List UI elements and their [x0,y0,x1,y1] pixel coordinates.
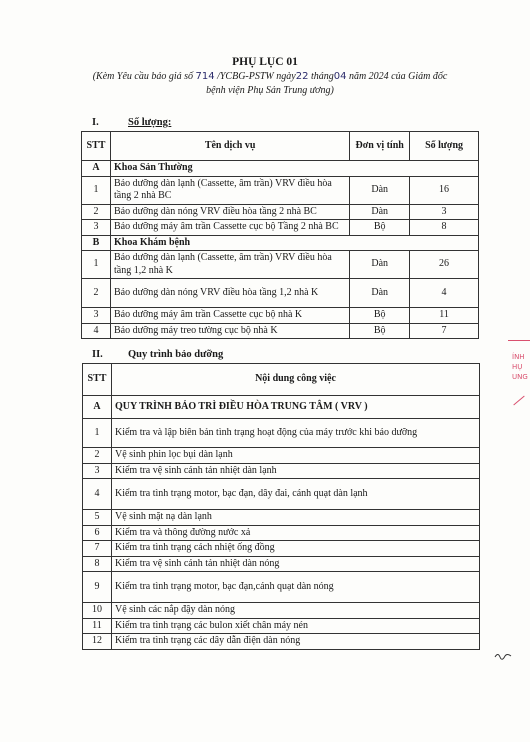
appendix-title: PHỤ LỤC 01 [232,56,298,68]
table-row [82,204,479,220]
row-content: Vệ sinh mặt nạ dàn lạnh [111,510,479,526]
group-stt: A [83,396,112,419]
row-unit: Bộ [350,323,410,339]
row-stt: 3 [82,308,111,324]
row-content: Kiểm tra tình trạng motor, bạc đạn, dây đai, cánh quạt dàn lạnh [111,479,479,510]
table-row [82,220,479,236]
group-name: Khoa Sản Thường [110,161,478,177]
col-service: Tên dịch vụ [110,132,349,161]
row-unit: Bộ [350,220,410,236]
row-qty: 11 [410,308,479,324]
table-row [82,279,479,308]
section-1-title: Số lượng: [128,117,172,128]
group-row-b [82,235,479,251]
row-content: Vệ sinh phin lọc bụi dàn lạnh [111,448,479,464]
table-row [83,618,480,634]
quote-number-handwritten: 714 [195,71,215,82]
stamp-mark [513,396,524,406]
month-handwritten: 04 [333,71,347,82]
row-stt: 4 [82,323,111,339]
row-stt: 1 [82,251,111,279]
row-stt: 6 [83,525,112,541]
table-row [83,419,480,448]
stamp-text: HỤ [512,363,523,371]
row-stt: 1 [83,419,112,448]
row-stt: 10 [83,603,112,619]
table-row [83,634,480,650]
row-stt: 8 [83,556,112,572]
row-content: Kiểm tra tình trạng motor, bạc đạn,cánh quạt dàn nóng [111,572,479,603]
table-header-row [83,364,480,396]
row-qty: 8 [410,220,479,236]
stamp-text: ÍNH [512,353,525,361]
row-content: Kiểm tra tình trạng các bulon xiết chân máy nén [111,618,479,634]
row-stt: 9 [83,572,112,603]
row-stt: 1 [82,176,111,204]
group-row-a [82,161,479,177]
row-qty: 7 [410,323,479,339]
section-2-heading [92,349,223,360]
appendix-subtitle [60,70,480,98]
row-content: Kiểm tra vệ sinh cánh tản nhiệt dàn lạnh [111,463,479,479]
table-row [82,251,479,279]
row-unit: Bộ [350,308,410,324]
row-stt: 2 [82,204,111,220]
subtitle-part-d: năm 2024 của Giám đốc [348,71,448,82]
row-stt: 4 [83,479,112,510]
group-stt: B [82,235,111,251]
quantity-table [81,131,479,339]
row-stt: 3 [82,220,111,236]
row-service: Bảo dưỡng dàn nóng VRV điều hòa tầng 2 nhà BC [110,204,349,220]
row-unit: Dàn [350,251,410,279]
initials-signature [494,651,512,661]
group-row-a [83,396,480,419]
section-1-heading [92,117,171,128]
row-stt: 5 [83,510,112,526]
col-stt: STT [83,364,112,396]
group-stt: A [82,161,111,177]
row-stt: 11 [83,618,112,634]
row-service: Bảo dưỡng dàn nóng VRV điều hòa tầng 1,2 nhà K [110,279,349,308]
section-2-number: II. [92,349,103,360]
row-qty: 26 [410,251,479,279]
row-stt: 12 [83,634,112,650]
row-service: Bảo dưỡng dàn lạnh (Cassette, âm trần) VRV điều hòa tầng 2 nhà BC [110,176,349,204]
table-row [83,463,480,479]
row-content: Kiểm tra và thông đường nước xả [111,525,479,541]
row-content: Kiểm tra vệ sinh cánh tản nhiệt dàn nóng [111,556,479,572]
row-unit: Dàn [350,279,410,308]
maintenance-procedure-table [82,363,480,650]
margin-stamp [512,352,528,382]
col-unit: Đơn vị tính [350,132,410,161]
stamp-text: UNG [512,373,528,381]
stamp-mark [508,340,530,341]
table-row [83,572,480,603]
row-qty: 16 [410,176,479,204]
row-stt: 3 [83,463,112,479]
row-content: Vệ sinh các nắp đậy dàn nóng [111,603,479,619]
row-stt: 7 [83,541,112,557]
group-name: Khoa Khám bệnh [110,235,478,251]
row-service: Bảo dưỡng máy treo tường cục bộ nhà K [110,323,349,339]
subtitle-part-a: (Kèm Yêu cầu báo giá số [92,71,193,82]
subtitle-part-b: /YCBG-PSTW ngày [217,71,296,82]
section-1-number: I. [92,117,99,128]
table-row [82,308,479,324]
table-header-row [82,132,479,161]
row-content: Kiểm tra và lập biên bản tình trạng hoạt động của máy trước khi bảo dưỡng [111,419,479,448]
table-row [82,176,479,204]
row-qty: 3 [410,204,479,220]
col-qty: Số lượng [410,132,479,161]
table-row [83,479,480,510]
row-service: Bảo dưỡng máy âm trần Cassette cục bộ nhà K [110,308,349,324]
col-stt: STT [82,132,111,161]
table-row [83,556,480,572]
subtitle-part-c: tháng [310,71,334,82]
row-content: Kiểm tra tình trạng các dây dẫn điện dàn nóng [111,634,479,650]
col-content: Nội dung công việc [111,364,479,396]
table-row [83,510,480,526]
row-stt: 2 [83,448,112,464]
table-row [83,541,480,557]
row-service: Bảo dưỡng dàn lạnh (Cassette, âm trần) VRV điều hòa tầng 1,2 nhà K [110,251,349,279]
row-service: Bảo dưỡng máy âm trần Cassette cục bộ Tầng 2 nhà BC [110,220,349,236]
table-row [82,323,479,339]
table-row [83,603,480,619]
day-handwritten: 22 [295,71,309,82]
table-row [83,525,480,541]
row-content: Kiểm tra tình trạng cách nhiệt ống đồng [111,541,479,557]
table-row [83,448,480,464]
section-2-title: Quy trình bảo dưỡng [128,349,224,360]
subtitle-line2: bệnh viện Phụ Sản Trung ương) [206,85,334,96]
row-qty: 4 [410,279,479,308]
row-unit: Dàn [350,204,410,220]
group-name: QUY TRÌNH BẢO TRÌ ĐIỀU HÒA TRUNG TÂM ( VRV ) [111,396,479,419]
row-stt: 2 [82,279,111,308]
row-unit: Dàn [350,176,410,204]
